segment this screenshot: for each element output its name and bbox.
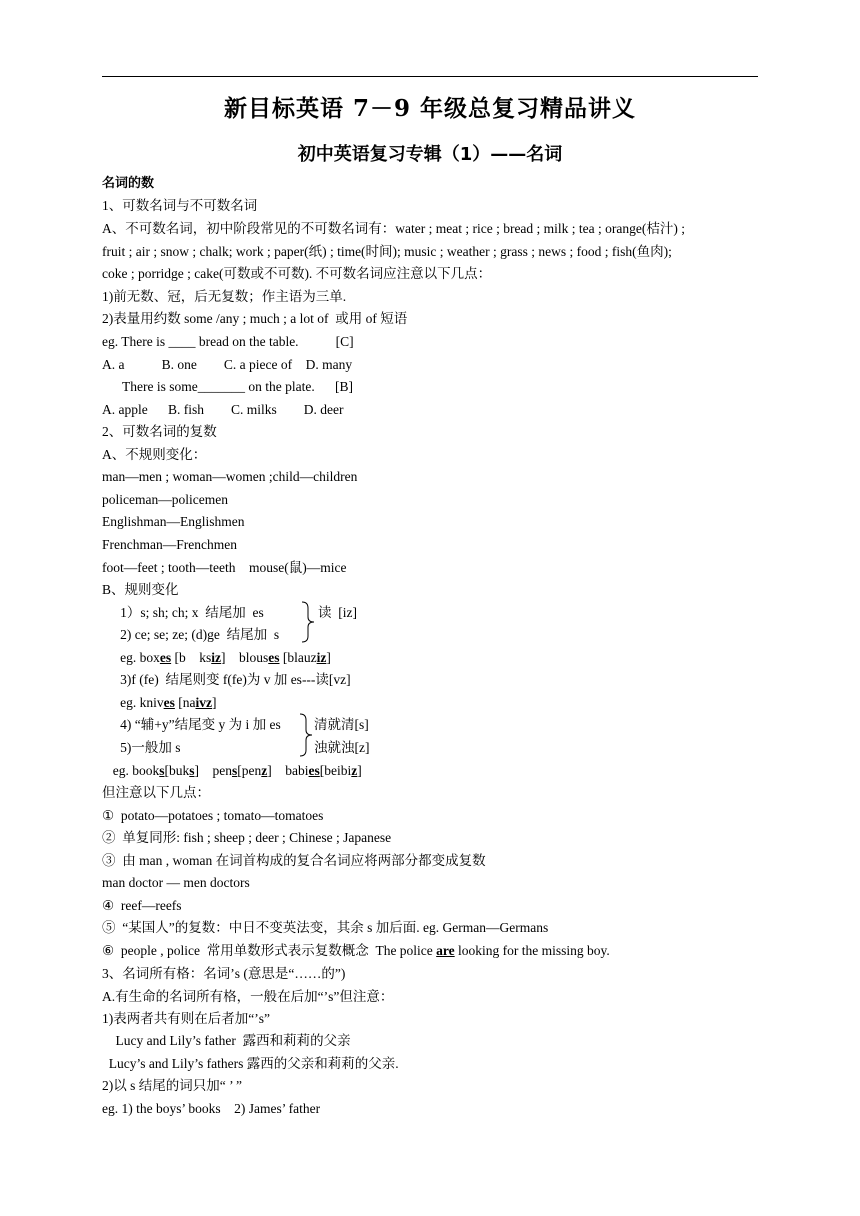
example-line: eg. knives [naivz] xyxy=(110,695,217,710)
text-line: 5)一般加 s xyxy=(110,740,181,755)
right-brace-icon xyxy=(300,600,320,644)
text-line: 3)f (fe) 结尾则变 f(fe)为 v 加 es---读[vz] xyxy=(110,672,351,687)
example-line: eg. boxes [b ksiz] blouses [blauziz] xyxy=(110,650,331,665)
text-line: fruit ; air ; snow ; chalk; work ; paper(纸) ; time(时间); music ; weather ; grass ; news ; food ; fish(鱼肉); xyxy=(102,244,672,259)
header-rule xyxy=(102,76,758,77)
text-line: 2)以 s 结尾的词只加“ ’ ” xyxy=(102,1078,242,1093)
text-line: ⑤ “某国人”的复数：中日不变英法变，其余 s 加后面. eg. German—Germans xyxy=(102,920,549,935)
document-title: 新目标英语 7－9 年级总复习精品讲义 xyxy=(223,95,637,122)
example-line: eg. books[buks] pens[penz] babies[beibiz] xyxy=(106,763,362,778)
text-line: 2) ce; se; ze; (d)ge 结尾加 s xyxy=(110,627,280,642)
text-line: 4) “辅+y”结尾变 y 为 i 加 es xyxy=(110,717,281,732)
text-line: ③ 由 man , woman 在词首构成的复合名词应将两部分都变成复数 xyxy=(102,853,486,868)
text-line: Lucy and Lily’s father 露西和莉莉的父亲 xyxy=(102,1033,351,1048)
text-line: There is some_______ on the plate. [B] xyxy=(102,379,353,394)
text-line: coke ; porridge ; cake(可数或不可数). 不可数名词应注意以下几点： xyxy=(102,266,492,281)
text-line: ② 单复同形: fish ; sheep ; deer ; Chinese ; Japanese xyxy=(102,830,392,845)
text-line: eg. There is ____ bread on the table. [C] xyxy=(102,334,354,349)
section-heading: 名词的数 xyxy=(102,176,155,191)
text-line: eg. 1) the boys’ books 2) James’ father xyxy=(102,1101,321,1116)
text-line: 1)前无数、冠，后无复数；作主语为三单. xyxy=(102,289,347,304)
text-line: Frenchman—Frenchmen xyxy=(102,537,237,552)
text-line: A.有生命的名词所有格，一般在后加“’s”但注意： xyxy=(102,989,394,1004)
text-line: man doctor — men doctors xyxy=(102,875,250,890)
text-line: A、不规则变化： xyxy=(102,447,207,462)
brace-label: 读 [iz] xyxy=(318,605,357,620)
text-line: 但注意以下几点： xyxy=(102,785,210,800)
text-line: 1、可数名词与不可数名词 xyxy=(102,198,258,213)
text-line: policeman—policemen xyxy=(102,492,228,507)
text-line: A、不可数名词，初中阶段常见的不可数名词有：water ; meat ; rice ; bread ; milk ; tea ; orange(桔汁) ; xyxy=(102,221,686,236)
text-line: 2)表量用约数 some /any ; much ; a lot of 或用 of 短语 xyxy=(102,311,408,326)
text-line: man—men ; woman—women ;child—children xyxy=(102,469,358,484)
text-line: B、规则变化 xyxy=(102,582,179,597)
document-subtitle: 初中英语复习专辑（1）——名词 xyxy=(297,144,563,165)
text-line: 1)表两者共有则在后者加“’s” xyxy=(102,1011,270,1026)
text-line: A. a B. one C. a piece of D. many xyxy=(102,357,353,372)
brace-label-top: 清就清[s] xyxy=(314,717,369,732)
text-line: ① potato—potatoes ; tomato—tomatoes xyxy=(102,808,324,823)
text-line: 3、名词所有格：名词’s (意思是“……的”) xyxy=(102,966,346,981)
text-line: A. apple B. fish C. milks D. deer xyxy=(102,402,344,417)
text-line: Lucy’s and Lily’s fathers 露西的父亲和莉莉的父亲. xyxy=(102,1056,399,1071)
text-line: 2、可数名词的复数 xyxy=(102,424,217,439)
text-line: 1）s; sh; ch; x 结尾加 es xyxy=(110,605,264,620)
text-line: ④ reef—reefs xyxy=(102,898,182,913)
text-line: foot—feet ; tooth—teeth mouse(鼠)—mice xyxy=(102,560,347,575)
example-line: ⑥ people , police 常用单数形式表示复数概念 The police are looking for the missing boy. xyxy=(102,943,610,958)
text-line: Englishman—Englishmen xyxy=(102,514,245,529)
brace-label-bottom: 浊就浊[z] xyxy=(314,740,370,755)
